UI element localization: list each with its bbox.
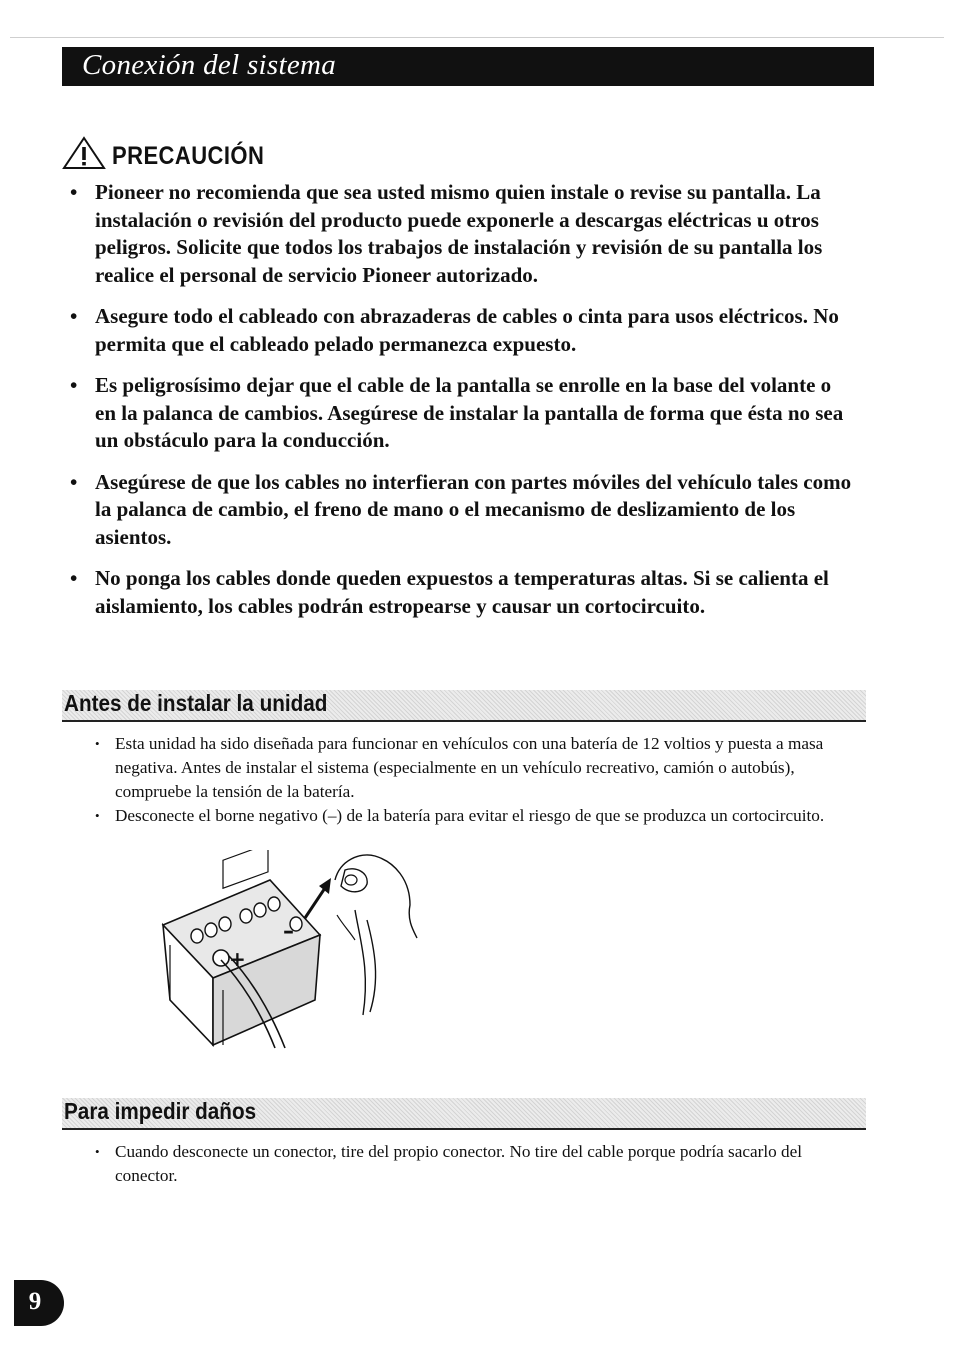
- list-item: • Cuando desconecte un conector, tire del propio conector. No tire del cable porque podría sacarlo del conector.: [95, 1140, 865, 1188]
- page-number-tab: [14, 1280, 64, 1326]
- section-heading-prevent-damage: [62, 1098, 866, 1130]
- page-title: Conexión del sistema: [82, 49, 337, 81]
- list-item: • Asegúrese de que los cables no interfieran con partes móviles del vehículo tales como la palanca de cambio, el freno de mano o el mecanismo de deslizamiento de los asientos.: [62, 469, 852, 552]
- caution-heading-text: PRECAUCIÓN: [112, 142, 265, 170]
- section-heading-text: Antes de instalar la unidad: [64, 690, 328, 716]
- minus-terminal-label: –: [283, 919, 294, 944]
- page-number: 9: [28, 1288, 42, 1315]
- list-item: • Pioneer no recomienda que sea usted mismo quien instale o revise su pantalla. La instalación o revisión del producto puede exponerle a descargas eléctricas u otros peligros. Solicite que todos los trabajos de instalación y revisión de su pantalla los realice el personal de servicio Pioneer autorizado.: [62, 179, 852, 289]
- battery-disconnect-illustration: [155, 850, 445, 1050]
- list-item: • Asegure todo el cableado con abrazaderas de cables o cinta para usos eléctricos. No permita que el cableado pelado permanezca expuesto.: [62, 303, 852, 358]
- caution-list: [62, 179, 852, 634]
- list-item: • Es peligrosísimo dejar que el cable de la pantalla se enrolle en la base del volante o en la palanca de cambios. Asegúrese de instalar la pantalla de forma que ésta no sea un obstáculo para la conducción.: [62, 372, 852, 455]
- prevent-damage-list: [95, 1140, 865, 1188]
- plus-terminal-label: +: [229, 947, 246, 971]
- warning-triangle-icon: [62, 136, 106, 170]
- list-item: • No ponga los cables donde queden expuestos a temperaturas altas. Si se calienta el aislamiento, los cables podrán estropearse y causar un cortocircuito.: [62, 565, 852, 620]
- before-install-list: [95, 732, 865, 828]
- section-heading-text: Para impedir daños: [64, 1098, 257, 1124]
- list-item: • Desconecte el borne negativo (–) de la batería para evitar el riesgo de que se produzca un cortocircuito.: [95, 804, 865, 828]
- list-item: • Esta unidad ha sido diseñada para funcionar en vehículos con una batería de 12 voltios y puesta a masa negativa. Antes de instalar el sistema (especialmente en un vehículo recreativo, camión o autobús), compruebe la tensión de la batería.: [95, 732, 865, 804]
- section-title-bar: [62, 47, 874, 86]
- section-heading-before-install: [62, 690, 866, 722]
- top-divider: [10, 37, 944, 38]
